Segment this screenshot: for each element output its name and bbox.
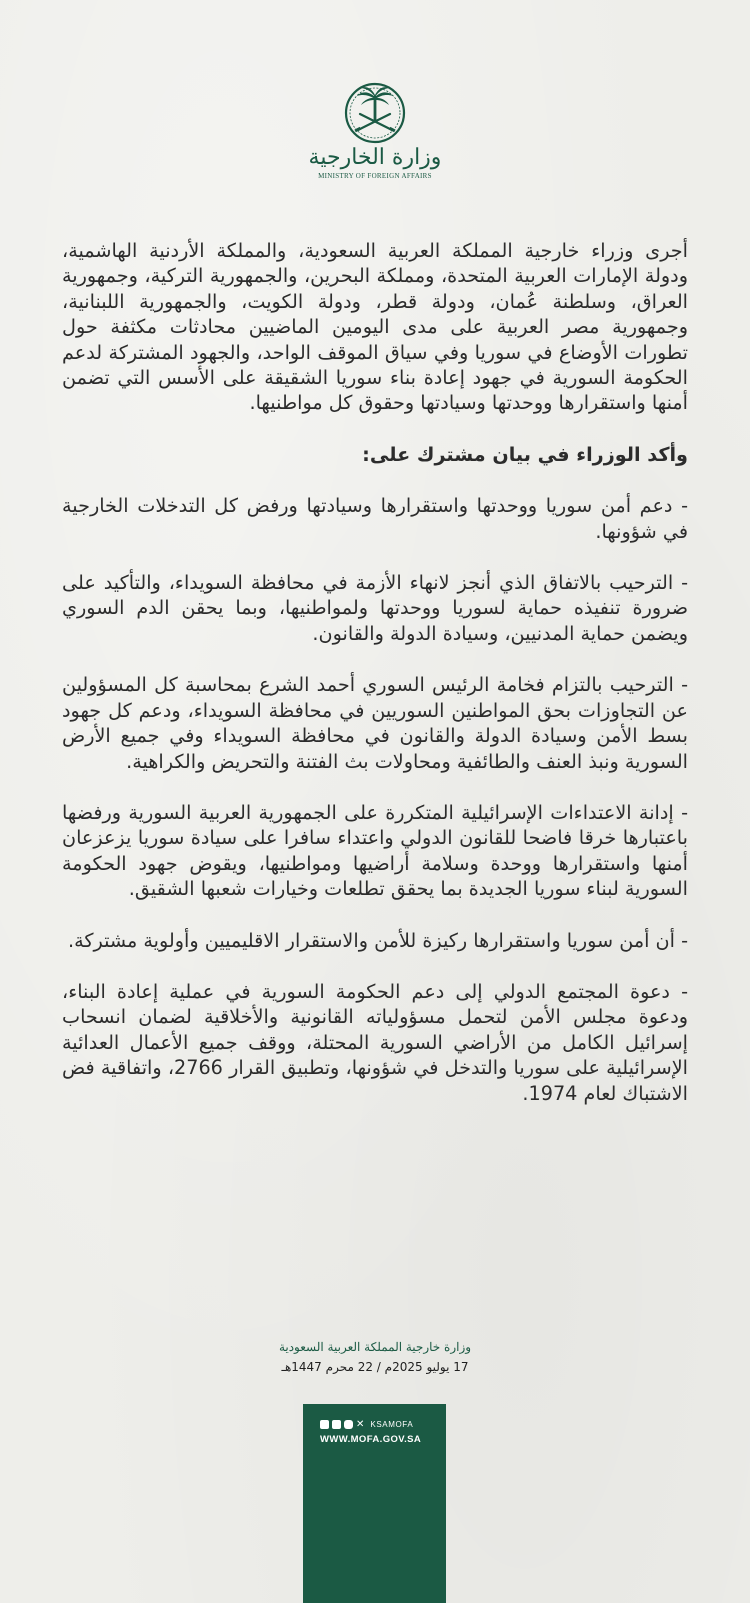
point-paragraph: - دعوة المجتمع الدولي إلى دعم الحكومة السورية في عملية إعادة البناء، ودعوة مجلس الأمن لتحمل مسؤولياته القانونية والأخلاقية لضمان انسحاب إسرائيل الكامل من الأراضي السورية المحتلة، ووقف جميع الأعمال العدائية الإسرائيلية على سوريا والتدخل في شؤونها، وتطبيق القرار 2766، واتفاقية فض الاشتباك لعام 1974.	[62, 979, 688, 1105]
point-paragraph: - أن أمن سوريا واستقرارها ركيزة للأمن والاستقرار الاقليميين وأولوية مشتركة.	[67, 928, 688, 952]
signature-block	[0, 1340, 750, 1374]
instagram-icon[interactable]	[344, 1420, 353, 1429]
facebook-icon[interactable]	[332, 1420, 341, 1429]
point-paragraph: - إدانة الاعتداءات الإسرائيلية المتكررة على الجمهورية العربية السورية ورفضها باعتبارها خرقا فاضحا للقانون الدولي واعتداء سافرا على سيادة سوريا يزعزعان أمنها واستقرارها ووحدة وسلامة أراضيها ومواطنيها، ويقوض جهود الحكومة السورية لبناء سوريا الجديدة بما يحقق تطلعات وخيارات شعبها الشقيق.	[62, 800, 688, 901]
signature-name: وزارة خارجية المملكة العربية السعودية	[278, 1340, 472, 1354]
social-row	[320, 1420, 413, 1429]
statement-body	[62, 238, 688, 1132]
point-paragraph: - الترحيب بالتزام فخامة الرئيس السوري أحمد الشرع بمحاسبة كل المسؤولين عن التجاوزات بحق المواطنين السوريين في محافظة السويداء، ودعم كل جهود بسط الأمن وسيادة الدولة والقانون في محافظة السويداء وفي جميع الأرض السورية ونبذ العنف والطائفية ومحاولات بث الفتنة والتحريض والكراهية.	[62, 673, 688, 773]
header	[0, 80, 750, 180]
saudi-emblem-icon	[340, 80, 410, 144]
signature-date: 17 يوليو 2025م / 22 محرم 1447هـ	[281, 1360, 469, 1374]
ministry-name-english: MINISTRY OF FOREIGN AFFAIRS	[318, 172, 432, 180]
point-paragraph: - دعم أمن سوريا ووحدتها واستقرارها وسيادتها ورفض كل التدخلات الخارجية في شؤونها.	[62, 494, 688, 543]
footer-contact-box	[303, 1404, 446, 1603]
x-icon[interactable]: ✕	[356, 1419, 365, 1430]
ministry-name-arabic: وزارة الخارجية	[308, 145, 442, 170]
intro-paragraph: أجرى وزراء خارجية المملكة العربية السعودية، والمملكة الأردنية الهاشمية، ودولة الإمارات العربية المتحدة، ومملكة البحرين، والجمهورية التركية، وجمهورية العراق، وسلطنة عُمان، ودولة قطر، ودولة الكويت، والجمهورية اللبنانية، وجمهورية مصر العربية على مدى اليومين الماضيين محادثات مكثفة حول تطورات الأوضاع في سوريا وفي سياق الموقف الواحد، والجهود المشتركة لدعم الحكومة السورية في جهود إعادة بناء سوريا الشقيقة على الأسس التي تضمن أمنها واستقرارها ووحدتها وسيادتها وحقوق كل مواطنيها.	[62, 239, 688, 415]
youtube-icon[interactable]	[320, 1420, 329, 1429]
point-paragraph: - الترحيب بالاتفاق الذي أنجز لانهاء الأزمة في محافظة السويداء، والتأكيد على ضرورة تنفيذه حماية لسوريا ووحدتها ولمواطنيها، وبما يحقن الدم السوري ويضمن حماية المدنيين، وسيادة الدولة والقانون.	[62, 571, 688, 645]
social-handle: KSAMOFA	[370, 1420, 414, 1429]
website-link[interactable]: WWW.MOFA.GOV.SA	[320, 1434, 422, 1445]
statement-heading: وأكد الوزراء في بيان مشترك على:	[362, 442, 688, 466]
